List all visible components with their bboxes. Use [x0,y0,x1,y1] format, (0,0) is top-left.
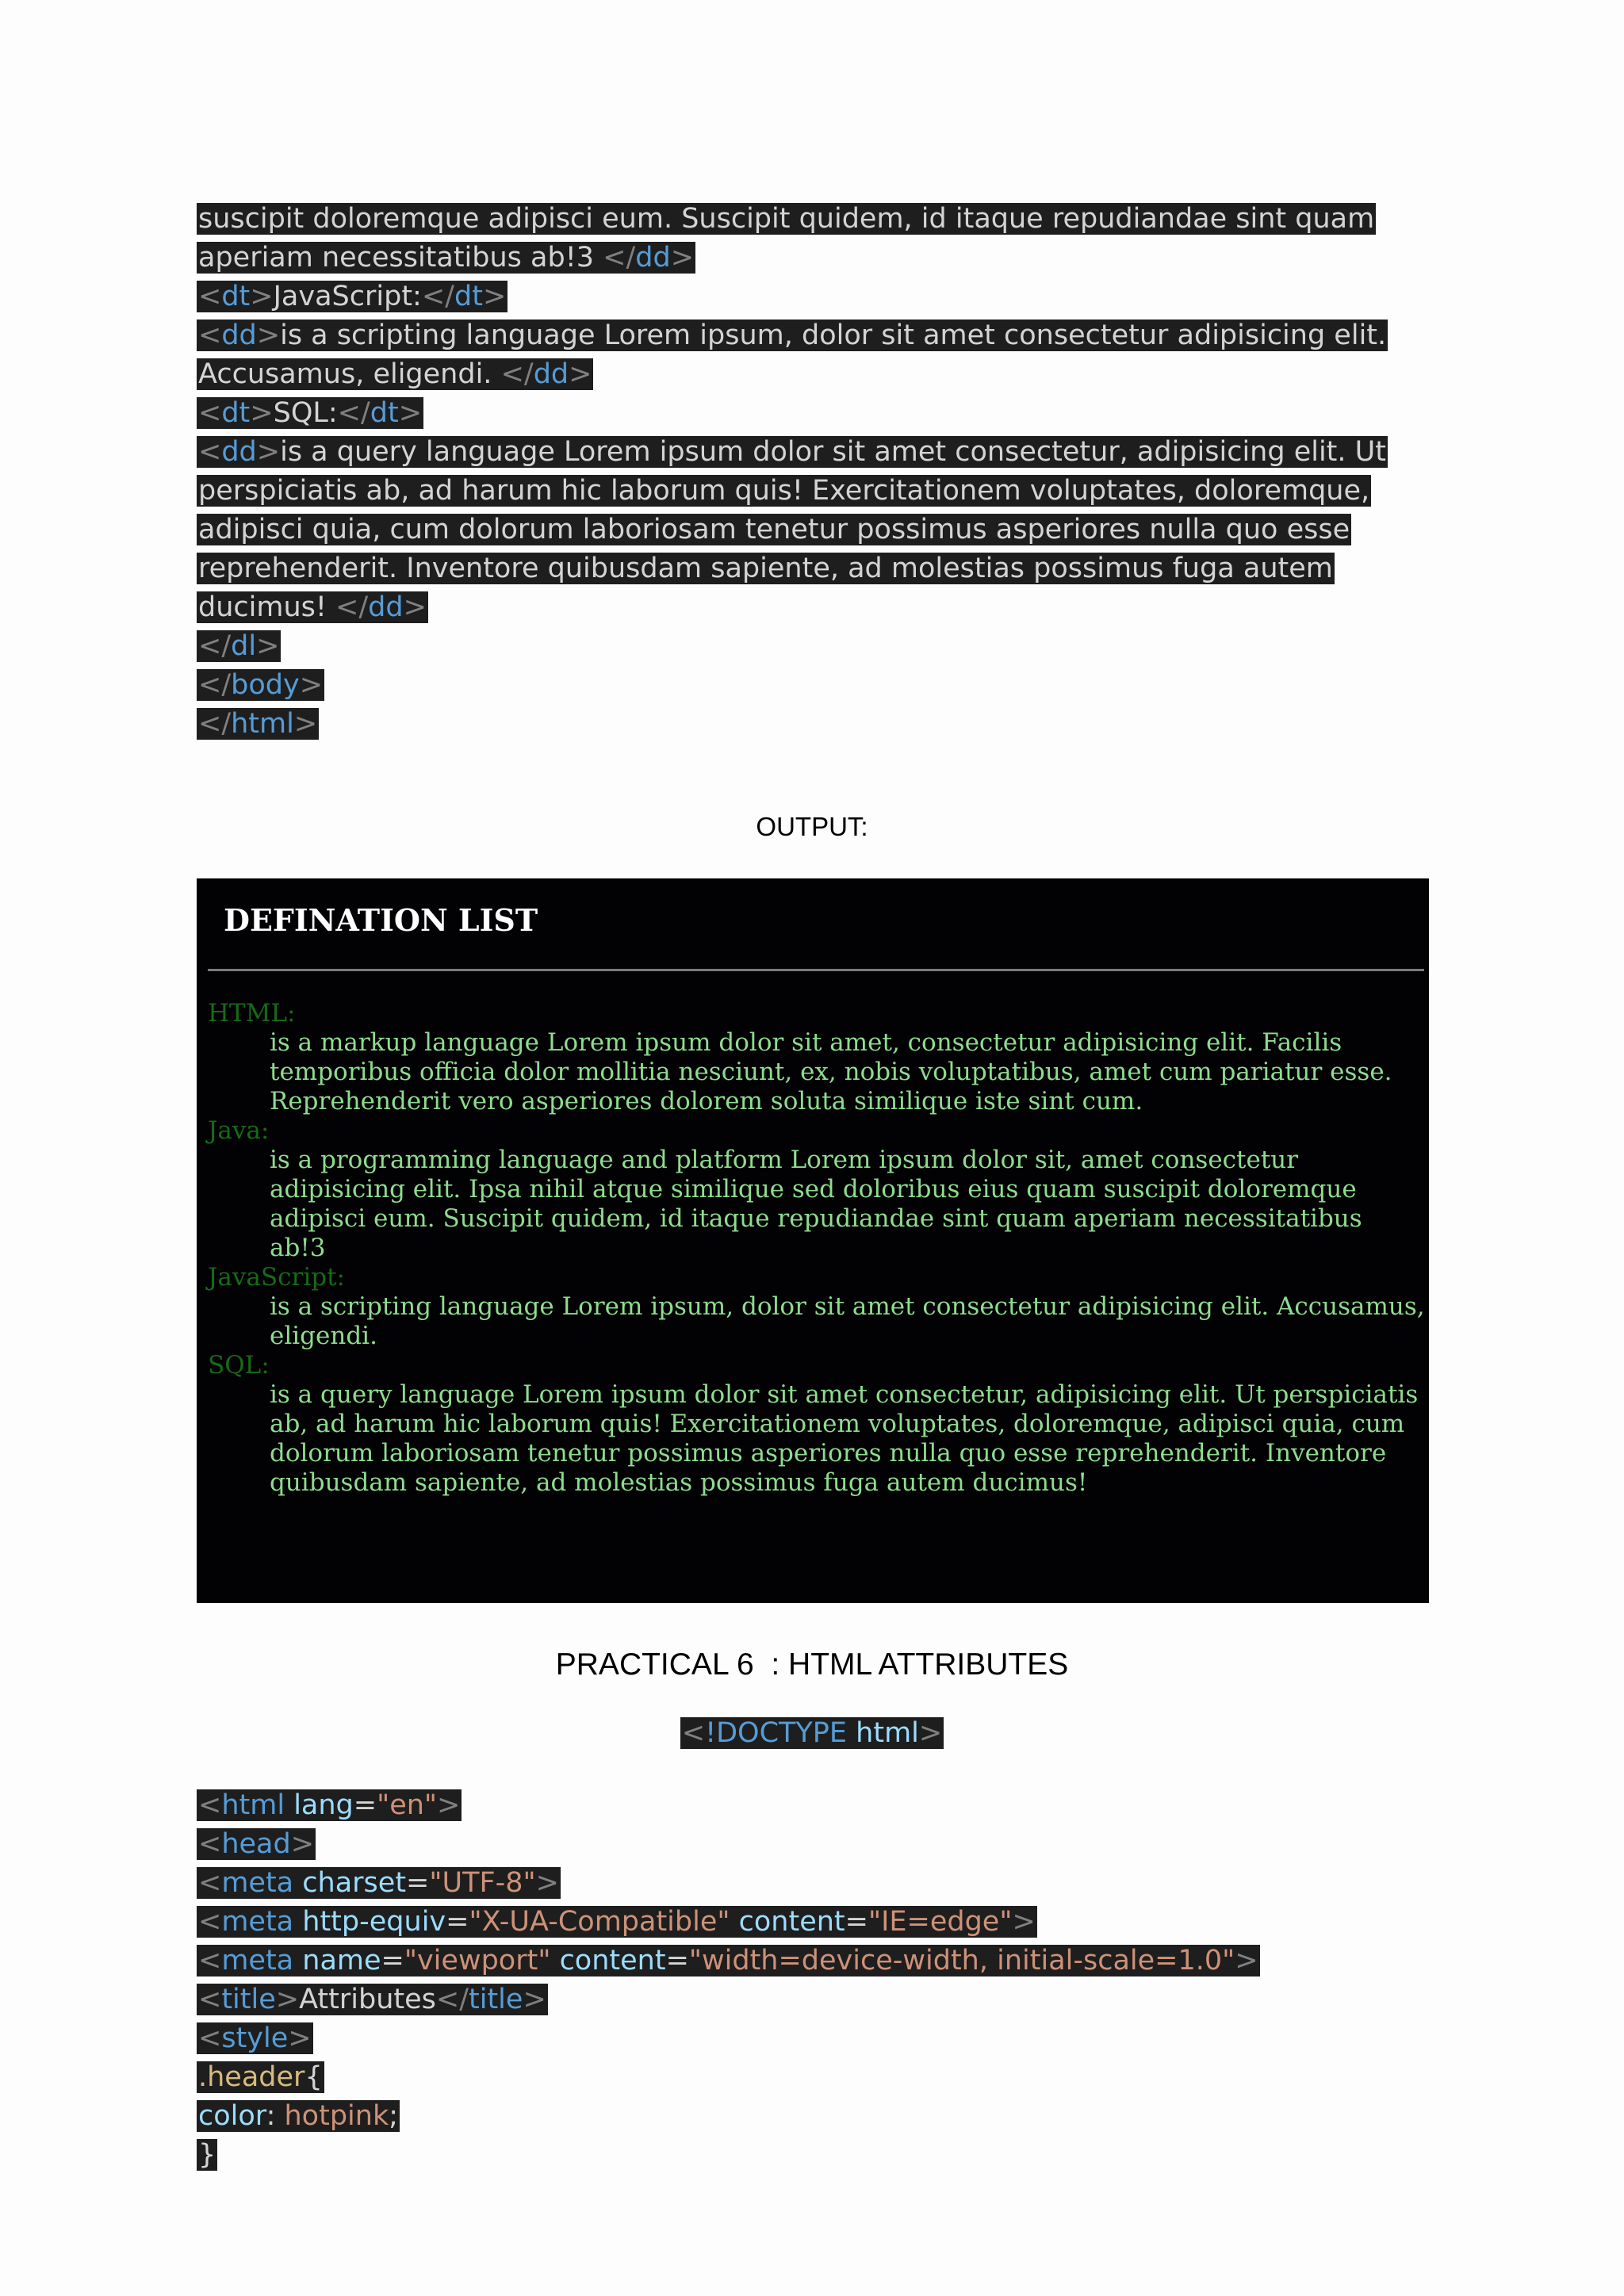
code-token: is a query language Lorem ipsum dolor sit amet consectetur, adipisicing elit. Ut [280,436,1386,468]
code-token: </ [198,669,232,701]
code-token: } [198,2139,216,2171]
code-line [197,396,1388,434]
code-token: meta [221,1867,294,1899]
code-line-text [197,1945,1260,1976]
code-token: "width=device-width, initial-scale=1.0" [688,1945,1235,1976]
code-block-bottom [197,1788,1260,2176]
code-token: </ [421,281,454,312]
code-line-text [197,1828,316,1860]
code-token: : [266,2100,285,2132]
dl-term: SQL: [208,1351,270,1380]
code-line-text [197,203,1376,235]
code-token: > [535,1867,559,1899]
code-token: > [437,1789,461,1821]
code-token: "viewport" [404,1945,551,1976]
code-line [197,590,1388,629]
code-token: = [406,1867,430,1899]
code-line-text [197,320,1388,351]
code-line [197,318,1388,357]
code-token [550,1945,559,1976]
code-line-text [197,630,281,662]
code-token: head [221,1828,291,1860]
code-token: { [304,2061,323,2093]
code-token: SQL: [273,397,338,429]
code-token: </ [435,1984,469,2015]
output-caption: OUTPUT: [756,812,868,841]
code-token: > [293,708,318,740]
dl-term: Java: [208,1116,270,1145]
code-line-text [197,242,695,274]
code-token: </ [337,397,370,429]
code-token: meta [221,1906,294,1938]
code-token: charset [302,1867,407,1899]
code-token: < [198,1789,222,1821]
code-token: </ [603,242,636,274]
code-token: "UTF-8" [429,1867,536,1899]
code-token: = [845,1906,868,1938]
code-token: reprehenderit. Inventore quibusdam sapiente, ad molestias possimus fuga autem [198,553,1333,584]
code-token: = [381,1945,404,1976]
output-preview [197,878,1429,1603]
code-line-text [197,1867,561,1899]
code-block-top [197,201,1388,745]
code-token: ducimus! [198,591,336,623]
code-line [197,706,1388,745]
code-token: .header [198,2061,305,2093]
code-line [197,2021,1260,2060]
code-token: dt [370,397,399,429]
code-token: = [665,1945,689,1976]
code-token: < [198,2022,222,2054]
code-line [197,1788,1260,1827]
code-token: hotpink [284,2100,389,2132]
code-token [293,1867,302,1899]
code-line [197,357,1388,396]
code-token: "en" [377,1789,438,1821]
code-line [197,2060,1260,2099]
code-line-text [197,669,324,701]
code-token: JavaScript: [273,281,422,312]
code-token: dd [533,358,569,390]
code-line-text [197,436,1388,468]
code-token: > [299,669,324,701]
code-token: title [221,1984,276,2015]
code-token [285,1789,293,1821]
code-token: > [256,436,281,468]
code-token: dd [221,320,257,351]
code-line-text [197,553,1335,584]
code-line-text [197,1789,462,1821]
code-token: < [198,1945,222,1976]
code-line [197,629,1388,668]
code-token: name [302,1945,381,1976]
code-token: > [482,281,507,312]
code-line [197,551,1388,590]
code-line [197,2099,1260,2137]
doctype-text [680,1717,944,1749]
code-token: http-equiv [302,1906,446,1938]
code-line [197,434,1388,473]
code-line-text [197,475,1371,507]
code-token: > [250,397,274,429]
code-line [197,512,1388,551]
code-token: Accusamus, eligendi. [198,358,501,390]
code-token: adipisci quia, cum dolorum laboriosam tenetur possimus asperiores nulla quo esse [198,514,1350,545]
horizontal-rule [208,969,1424,971]
code-line [197,240,1388,279]
code-token: > [1235,1945,1258,1976]
code-token: dd [368,591,404,623]
code-token: </ [335,591,369,623]
code-line-text [197,2022,313,2054]
code-line-text [197,2061,324,2093]
code-token: ; [389,2100,399,2132]
code-line-text [197,708,319,740]
code-token [293,1906,302,1938]
code-token: dl [231,630,257,662]
code-token: dd [221,436,257,468]
code-token: dt [221,397,251,429]
code-token: < [198,397,222,429]
code-token: suscipit doloremque adipisci eum. Suscipit quidem, id itaque repudiandae sint quam [198,203,1375,235]
code-token: html [221,1789,285,1821]
code-token: > [569,358,592,390]
code-token: > [1012,1906,1036,1938]
code-token: > [256,630,280,662]
code-token: meta [221,1945,294,1976]
code-token: > [290,1828,315,1860]
code-token: < [198,1984,222,2015]
dl-term: JavaScript: [208,1263,345,1292]
code-line [197,201,1388,240]
code-token: > [398,397,423,429]
code-token: > [275,1984,300,2015]
code-line-text [197,358,593,390]
code-line-text [197,397,423,429]
code-line-text [197,1906,1037,1938]
code-token [730,1906,738,1938]
code-line [197,1982,1260,2021]
code-line [197,473,1388,512]
code-token: perspiciatis ab, ad harum hic laborum quis! Exercitationem voluptates, doloremque, [198,475,1370,507]
code-line-text [197,281,508,312]
code-token: < [681,1717,706,1749]
code-token: </ [500,358,534,390]
code-token: body [231,669,300,701]
dl-description: is a scripting language Lorem ipsum, dolor sit amet consectetur adipisicing elit. Accusamus, eligendi. [270,1292,1425,1350]
code-token: content [559,1945,666,1976]
code-token: = [353,1789,377,1821]
dl-description: is a markup language Lorem ipsum dolor sit amet, consectetur adipisicing elit. Facilis temporibus officia dolor mollitia nesciunt, ex, nobis voluptatibus, amet cum pariatur esse. Reprehenderit vero asperiores dolorem soluta similique iste sint cum. [270,1028,1392,1115]
code-line [197,1943,1260,1982]
code-line [197,668,1388,706]
practical-heading: PRACTICAL 6 : HTML ATTRIBUTES [555,1647,1069,1682]
code-token: "X-UA-Compatible" [469,1906,730,1938]
code-token: dt [221,281,251,312]
code-token [847,1717,856,1749]
code-token: !DOCTYPE [705,1717,848,1749]
code-line [197,1827,1260,1866]
code-token: < [198,436,222,468]
code-token: </ [198,708,232,740]
dl-description: is a programming language and platform Lorem ipsum dolor sit, amet consectetur adipisicing elit. Ipsa nihil atque similique sed doloribus eius quam suscipit doloremque adipisci eum. Suscipit quidem, id itaque repudiandae sint quam aperiam necessitatibus ab!3 [270,1146,1362,1262]
code-token: < [198,1828,222,1860]
code-line [197,279,1388,318]
code-line-text [197,591,428,623]
code-token: > [288,2022,312,2054]
code-token: > [918,1717,943,1749]
code-token: < [198,320,222,351]
code-line [197,1904,1260,1943]
definition-list [208,999,1426,1498]
code-token: > [250,281,274,312]
dl-description: is a query language Lorem ipsum dolor sit amet consectetur, adipisicing elit. Ut perspiciatis ab, ad harum hic laborum quis! Exercitationem voluptates, doloremque, adipisci quia, cum dolorum laboriosam tenetur possimus asperiores nulla quo esse reprehenderit. Inventore quibusdam sapiente, ad molestias possimus fuga autem ducimus! [270,1380,1419,1497]
code-line [197,1866,1260,1904]
code-token: aperiam necessitatibus ab!3 [198,242,603,274]
code-token: </ [198,630,232,662]
code-token: lang [293,1789,354,1821]
dl-term: HTML: [208,999,296,1027]
code-token: > [256,320,281,351]
code-token: > [403,591,427,623]
code-token: < [198,1906,222,1938]
code-line-text [197,514,1351,545]
code-token: html [856,1717,919,1749]
code-token [293,1945,302,1976]
code-token: content [738,1906,845,1938]
code-token: "IE=edge" [868,1906,1013,1938]
code-token: Attributes [299,1984,436,2015]
code-token: title [469,1984,523,2015]
code-line-text [197,1984,548,2015]
code-token: dd [635,242,671,274]
definition-list-title: DEFINATION LIST [224,902,538,938]
code-token: html [231,708,294,740]
code-token: style [221,2022,289,2054]
code-token: < [198,281,222,312]
code-line-text [197,2139,217,2171]
code-token: is a scripting language Lorem ipsum, dolor sit amet consectetur adipisicing elit. [280,320,1387,351]
code-token: = [446,1906,469,1938]
code-token: color [198,2100,266,2132]
code-line-text [197,2100,400,2132]
code-token: > [670,242,695,274]
code-line [197,2137,1260,2176]
doctype-line [0,1716,1624,1751]
code-token: < [198,1867,222,1899]
code-token: dt [454,281,483,312]
code-token: > [523,1984,546,2015]
